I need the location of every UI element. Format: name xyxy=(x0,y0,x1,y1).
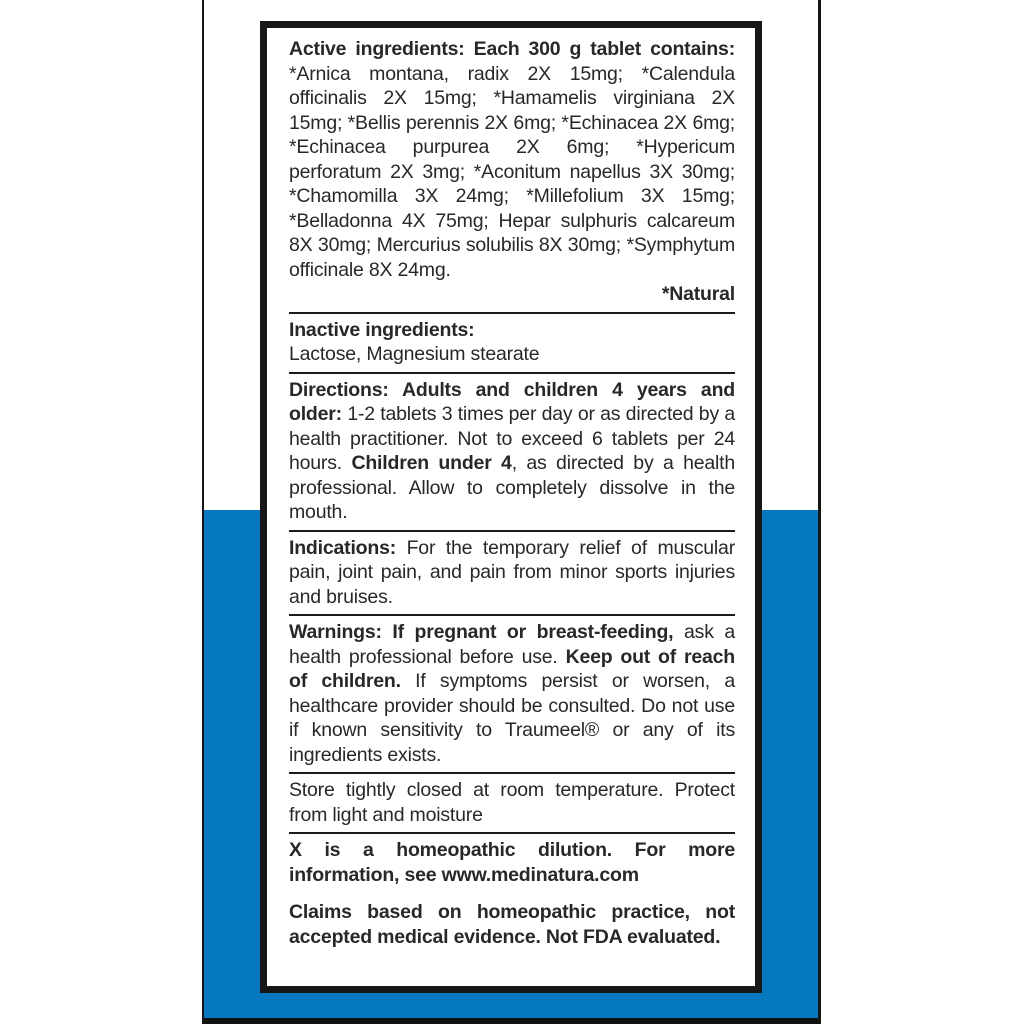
section-divider-6 xyxy=(289,832,735,834)
directions-section xyxy=(289,378,735,525)
package-bottom-edge xyxy=(204,1018,818,1024)
section-divider-2 xyxy=(289,372,735,374)
directions-heading: Directions: Adults and children 4 years and older: xyxy=(289,378,735,425)
inactive-ingredients-heading: Inactive ingredients: xyxy=(289,318,475,341)
warnings-heading: Warnings: If pregnant or breast-feeding, xyxy=(289,621,684,643)
homeopathic-dilution-note: X is a homeopathic dilution. For more information, see www.medinatura.com xyxy=(289,839,735,886)
section-divider-1 xyxy=(289,312,735,314)
inactive-ingredients-body: Lactose, Magnesium stearate xyxy=(289,343,540,365)
active-ingredients-heading: Active ingredients: Each 300 g tablet contains: xyxy=(289,38,735,60)
claims-disclaimer: Claims based on homeopathic practice, not accepted medical evidence. Not FDA evaluated. xyxy=(289,901,735,948)
natural-footnote: *Natural xyxy=(661,283,735,305)
directions-children-under-4: Children under 4 xyxy=(351,452,512,474)
inactive-ingredients-section xyxy=(289,318,735,367)
section-divider-4 xyxy=(289,614,735,616)
directions-body-2: , as directed by a health professional. Allow to completely dissolve in the mouth. xyxy=(289,452,735,523)
warnings-section xyxy=(289,620,735,767)
active-ingredients-body: *Arnica montana, radix 2X 15mg; *Calendula officinalis 2X 15mg; *Hamamelis virginiana 2X 15mg; *Bellis perennis 2X 6mg; *Echinacea 2X 6mg; *Echinacea purpurea 2X 6mg; *Hypericum perforatum 2X 3mg; *Aconitum napellus 3X 30mg; *Chamomilla 3X 24mg; *Millefolium 3X 15mg; *Belladonna 4X 75mg; Hepar sulphuris calcareum 8X 30mg; Mercurius solubilis 8X 30mg; *Symphytum officinale 8X 24mg. xyxy=(289,62,735,281)
active-ingredients-section xyxy=(289,37,735,282)
section-divider-3 xyxy=(289,530,735,532)
warnings-keep-out-of-reach: Keep out of reach of children. xyxy=(289,645,735,692)
panel-fold-line-right xyxy=(818,0,821,1024)
warnings-body-2: If symptoms persist or worsen, a healthcare provider should be consulted. Do not use if known sensitivity to Traumeel® or any of its ingredients exists. xyxy=(289,670,735,766)
directions-body-1: 1-2 tablets 3 times per day or as directed by a health practitioner. Not to exceed 6 tablets per 24 hours. xyxy=(289,403,736,474)
indications-section xyxy=(289,536,735,610)
section-divider-5 xyxy=(289,772,735,774)
drug-facts-label xyxy=(260,21,762,993)
storage-section: Store tightly closed at room temperature. Protect from light and moisture xyxy=(289,779,735,826)
indications-heading: Indications: xyxy=(289,536,407,559)
warnings-body-1: ask a health professional before use. xyxy=(289,621,735,668)
indications-body: For the temporary relief of muscular pain, joint pain, and pain from minor sports injuries and bruises. xyxy=(289,536,735,608)
